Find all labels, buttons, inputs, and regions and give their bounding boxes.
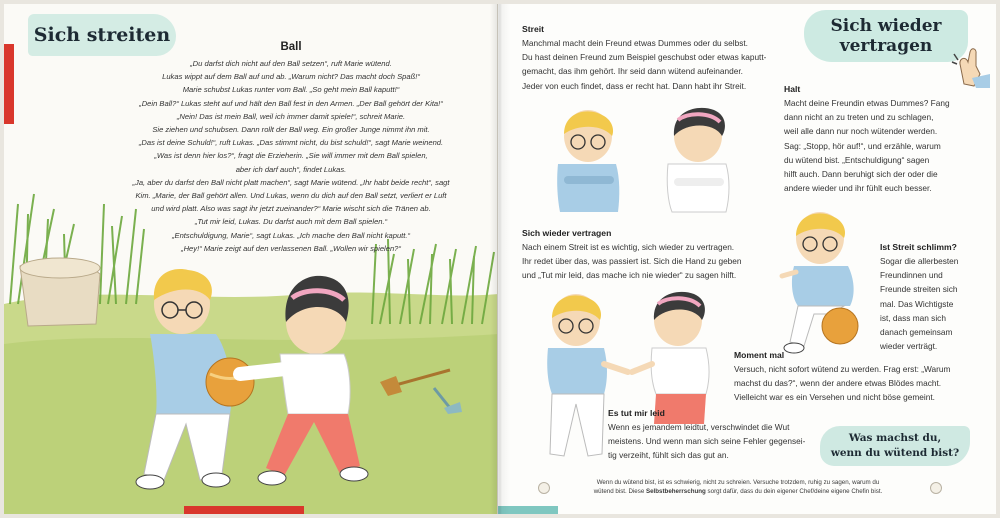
- section-line: tig verzeiht, fühlt sich das gut an.: [608, 450, 729, 461]
- section-line: gemacht, das ihm gehört. Ihr seid dann wütend aufeinander.: [522, 66, 743, 77]
- section-line: Du hast deinen Freund zum Beispiel geschubst oder etwas kaputt-: [522, 52, 767, 63]
- footnote-text: wütend bist. Diese: [593, 488, 646, 495]
- story-line: Lukas wippt auf dem Ball auf und ab. „Warum nicht? Das macht doch Spaß!“: [162, 72, 420, 82]
- section-line: Sag: „Stopp, hör auf!“, und erzähle, warum: [784, 140, 941, 151]
- section-line: Manchmal macht dein Freund etwas Dummes oder du selbst.: [522, 38, 748, 48]
- section-title: Es tut mir leid: [608, 408, 665, 418]
- book-spread: [4, 4, 996, 514]
- section-line: Wenn es jemandem leidtut, verschwindet die Wut: [608, 422, 790, 432]
- section-title: Streit: [522, 24, 544, 34]
- story-line: Sie ziehen und schubsen. Dann rollt der Ball weg. Ein großer Junge nimmt ihn mit.: [152, 125, 430, 135]
- story-line: „Tut mir leid, Lukas. Du darfst auch mit dem Ball spielen.“: [194, 217, 388, 227]
- section-streit: [522, 22, 792, 93]
- section-title: Ist Streit schlimm?: [880, 242, 957, 252]
- section-halt: [784, 82, 984, 195]
- footnote-keyword: Selbstbeherrschung: [645, 488, 706, 495]
- section-line: Freundinnen und: [880, 270, 943, 281]
- story-line: „Was ist denn hier los?“, fragt die Erzieherin. „Sie will immer mit dem Ball spielen,: [154, 151, 428, 161]
- face-icon: [538, 482, 550, 494]
- page-heading-left: Sich streiten: [28, 14, 176, 56]
- section-line: Macht deine Freundin etwas Dummes? Fang: [784, 98, 950, 108]
- story-line: „Ja, aber du darfst den Ball nicht platt machen“, sagt Marie wütend. „Ihr habt beide recht“, sagt: [132, 177, 450, 187]
- story-text: [116, 38, 466, 255]
- story-line: Kim. „Marie, der Ball gehört allen. Und Lukas, wenn du dich auf den Ball setzt, verliert er Luft: [135, 191, 447, 201]
- story-line: Marie schubst Lukas runter vom Ball. „So geht mein Ball kaputt!“: [182, 85, 400, 95]
- section-line: Sogar die allerbesten: [880, 256, 959, 266]
- section-title: Moment mal: [734, 350, 785, 360]
- section-line: hilft auch. Dann beruhigt sich der oder die: [784, 169, 938, 180]
- question-bubble: [820, 426, 970, 466]
- section-line: machst du das?“, wenn der andere etwas Blödes macht.: [734, 378, 942, 389]
- section-line: Jeder von euch findet, dass er recht hat. Dann habt ihr Streit.: [522, 80, 747, 91]
- section-line: Nach einem Streit ist es wichtig, sich wieder zu vertragen.: [522, 242, 735, 252]
- question-line: Was machst du,: [848, 432, 942, 444]
- section-line: danach gemeinsam: [880, 327, 953, 338]
- left-page: [4, 4, 498, 514]
- heading-line: Sich wieder: [830, 16, 942, 36]
- section-schlimm: [880, 240, 990, 353]
- section-line: ist, dass man sich: [880, 312, 946, 323]
- footnote-line: Wenn du wütend bist, ist es schwierig, nicht zu schreien. Versuche trotzdem, ruhig zu sagen, warum du: [596, 479, 880, 486]
- bottom-color-strip: [184, 506, 304, 514]
- section-line: Versuch, nicht sofort wütend zu werden. Frag erst: „Warum: [734, 364, 951, 374]
- section-line: andere wieder und ihr fühlt euch besser.: [784, 183, 932, 194]
- story-line: „Entschuldigung, Marie“, sagt Lukas. „Ich mache den Ball nicht kaputt.“: [171, 230, 411, 240]
- right-page: [498, 4, 996, 514]
- section-line: und „Tut mir leid, das mache ich nie wieder“ zu sagen hilft.: [522, 270, 737, 281]
- section-line: Ihr redet über das, was passiert ist. Sich die Hand zu geben: [522, 256, 742, 267]
- section-title: Sich wieder vertragen: [522, 228, 612, 238]
- arguing-kids-illustration: [538, 104, 748, 214]
- section-line: meistens. Und wenn man sich seine Fehler gegensei-: [608, 436, 806, 447]
- story-line: „Das ist deine Schuld!“, ruft Lukas. „Das stimmt nicht, du bist schuld!“, sagt Marie weinend.: [138, 138, 444, 148]
- face-icon: [930, 482, 942, 494]
- section-line: Freunde streiten sich: [880, 284, 958, 295]
- section-line: du wütend bist. „Entschuldigung“ sagen: [784, 154, 930, 165]
- story-line: „Du darfst dich nicht auf den Ball setzen“, ruft Marie wütend.: [190, 59, 392, 68]
- section-leid: [608, 406, 818, 463]
- boy-on-ball-illustration: [774, 202, 874, 356]
- section-line: Vielleicht war es ein Versehen und nicht böse gemeint.: [734, 392, 935, 403]
- story-line: und wird platt. Also was sagt ihr jetzt zueinander?“ Marie wischt sich die Tränen ab.: [151, 204, 431, 214]
- section-line: weil alle dann nur noch wütender werden.: [784, 126, 938, 137]
- story-line: „Dein Ball?“ Lukas steht auf und hält den Ball fest in den Armen. „Der Ball gehört der Kita!“: [139, 98, 443, 108]
- book-spine: [490, 4, 510, 514]
- section-line: dann nicht an zu treten und zu schlagen,: [784, 112, 934, 123]
- section-moment: [734, 348, 990, 405]
- story-line: „Nein! Das ist mein Ball, weil ich immer damit spiele!“, schreit Marie.: [176, 111, 406, 121]
- ball-illustration: [206, 358, 254, 406]
- story-line: aber ich darf auch“, findet Lukas.: [235, 164, 347, 174]
- footnote-line: [554, 487, 922, 496]
- footnote: [554, 478, 922, 496]
- story-title: Ball: [280, 41, 302, 53]
- section-vertragen: [522, 226, 792, 283]
- story-line: „Hey!“ Marie zeigt auf den verlassenen Ball. „Wollen wir spielen?“: [181, 243, 401, 253]
- footnote-text: sorgt dafür, dass du dein eigener Chef/deine eigene Chefin bist.: [705, 488, 883, 495]
- section-line: mal. Das Wichtigste: [880, 298, 954, 309]
- question-line: wenn du wütend bist?: [830, 447, 960, 459]
- section-title: Halt: [784, 84, 801, 94]
- heading-line: vertragen: [839, 36, 933, 56]
- page-heading-right: [804, 10, 968, 62]
- section-line: wieder verträgt.: [880, 341, 938, 352]
